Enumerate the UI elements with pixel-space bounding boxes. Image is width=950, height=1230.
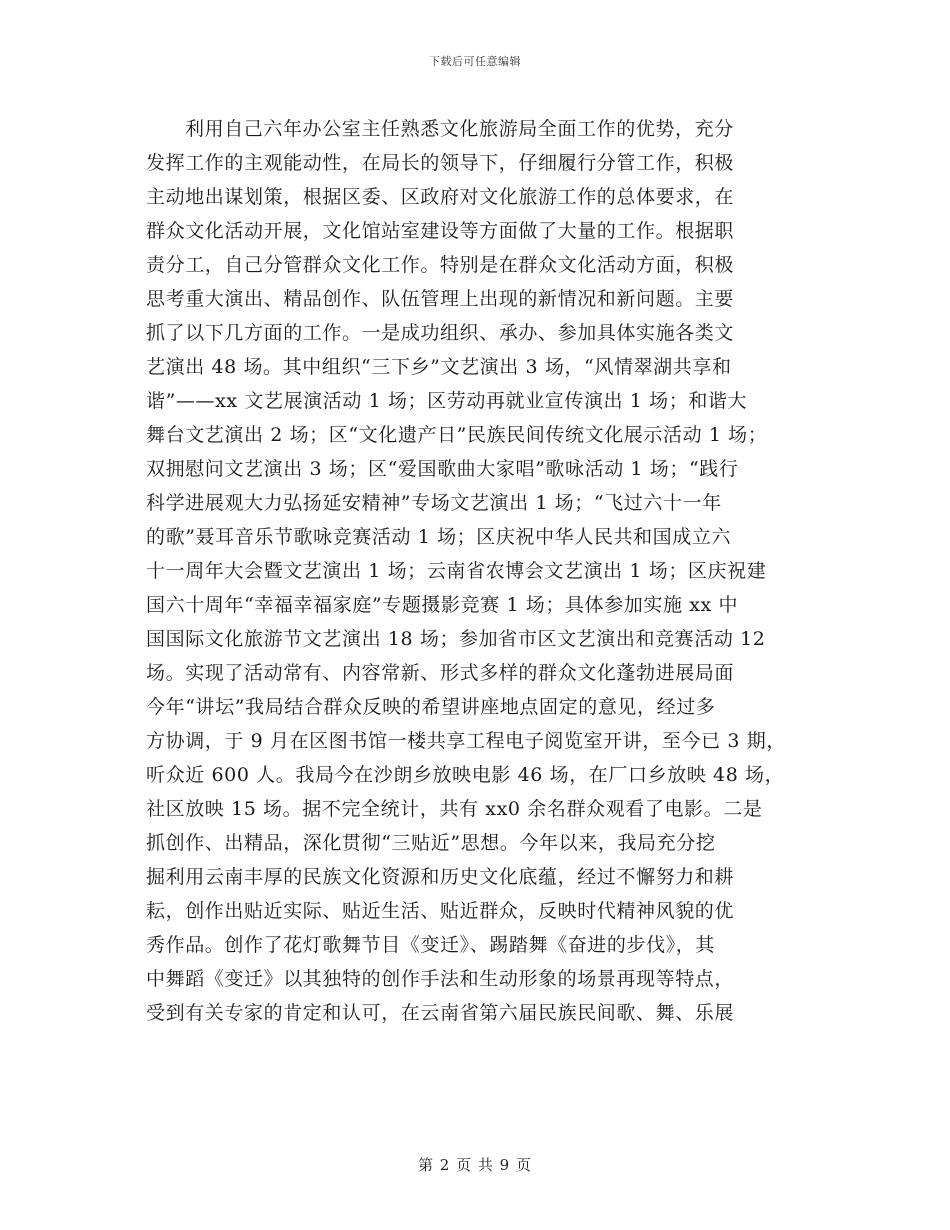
- page-header: 下载后可任意编辑: [429, 55, 521, 68]
- body-line: 耘，创作出贴近实际、贴近生活、贴近群众，反映时代精神风貌的优: [146, 900, 735, 922]
- body-line: 责分工，自己分管群众文化工作。特别是在群众文化活动方面，积极: [146, 254, 735, 276]
- body-line: 谐”——xx 文艺展演活动 1 场；区劳动再就业宣传演出 1 场；和谐大: [146, 390, 748, 412]
- body-line: 掘利用云南丰厚的民族文化资源和历史文化底蕴，经过不懈努力和耕: [146, 866, 735, 888]
- body-line: 科学进展观大力弘扬延安精神”专场文艺演出 1 场；“飞过六十一年: [146, 492, 722, 514]
- page-footer: 第 2 页 共 9 页: [418, 1156, 532, 1174]
- body-line: 秀作品。创作了花灯歌舞节目《变迁》、踢踏舞《奋进的步伐》，其: [146, 934, 716, 956]
- body-line: 利用自己六年办公室主任熟悉文化旅游局全面工作的优势，充分: [185, 118, 734, 140]
- body-line: 抓了以下几方面的工作。一是成功组织、承办、参加具体实施各类文: [146, 322, 735, 344]
- body-line: 舞台文艺演出 2 场；区“文化遗产日”民族民间传统文化展示活动 1 场；: [146, 424, 768, 446]
- body-line: 的歌”聂耳音乐节歌咏竞赛活动 1 场；区庆祝中华人民共和国成立六: [146, 526, 732, 548]
- body-line: 今年“讲坛”我局结合群众反映的希望讲座地点固定的意见，经过多: [146, 696, 716, 718]
- body-line: 方协调，于 9 月在区图书馆一楼共享工程电子阅览室开讲，至今已 3 期，: [146, 730, 786, 752]
- body-line: 受到有关专家的肯定和认可，在云南省第六届民族民间歌、舞、乐展: [146, 1002, 735, 1024]
- body-line: 抓创作、出精品，深化贯彻“三贴近”思想。今年以来，我局充分挖: [146, 832, 716, 854]
- body-line: 艺演出 48 场。其中组织“三下乡”文艺演出 3 场，“风情翠湖共享和: [146, 356, 732, 378]
- body-line: 群众文化活动开展，文化馆站室建设等方面做了大量的工作。根据职: [146, 220, 735, 242]
- body-line: 国国际文化旅游节文艺演出 18 场；参加省市区文艺演出和竞赛活动 12: [146, 628, 766, 650]
- body-line: 听众近 600 人。我局今在沙朗乡放映电影 46 场，在厂口乡放映 48 场，: [146, 764, 785, 786]
- body-line: 中舞蹈《变迁》以其独特的创作手法和生动形象的场景再现等特点，: [146, 968, 735, 990]
- body-line: 场。实现了活动常有、内容常新、形式多样的群众文化蓬勃进展局面: [146, 662, 735, 684]
- body-line: 十一周年大会暨文艺演出 1 场；云南省农博会文艺演出 1 场；区庆祝建: [146, 560, 767, 582]
- document-body: [146, 112, 836, 1030]
- body-line: 社区放映 15 场。据不完全统计，共有 xx0 余名群众观看了电影。二是: [146, 798, 763, 820]
- body-line: 国六十周年“幸福幸福家庭”专题摄影竞赛 1 场；具体参加实施 xx 中: [146, 594, 739, 616]
- body-line: 双拥慰问文艺演出 3 场；区“爱国歌曲大家唱”歌咏活动 1 场；“践行: [146, 458, 739, 480]
- body-line: 思考重大演出、精品创作、队伍管理上出现的新情况和新问题。主要: [146, 288, 735, 310]
- body-line: 发挥工作的主观能动性，在局长的领导下，仔细履行分管工作，积极: [146, 152, 735, 174]
- body-line: 主动地出谋划策，根据区委、区政府对文化旅游工作的总体要求，在: [146, 186, 735, 208]
